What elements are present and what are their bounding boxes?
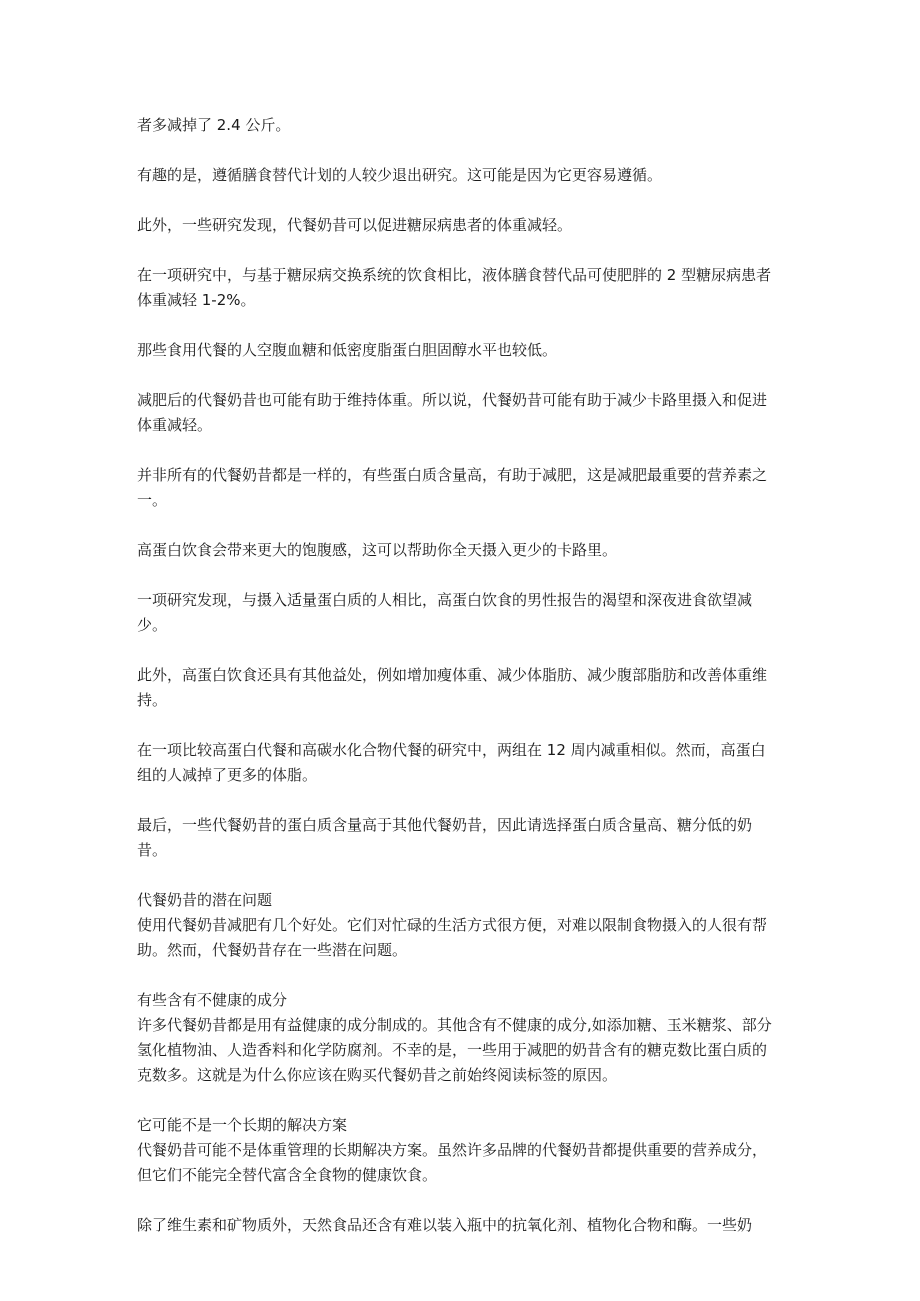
- paragraph: 高蛋白饮食会带来更大的饱腹感，这可以帮助你全天摄入更少的卡路里。: [137, 541, 618, 559]
- section-heading: 它可能不是一个长期的解决方案: [137, 1116, 348, 1134]
- section-heading: 代餐奶昔的潜在问题: [137, 891, 273, 909]
- paragraph: 一项研究发现，与摄入适量蛋白质的人相比，高蛋白饮食的男性报告的渴望和深夜进食欲望减少。: [137, 591, 753, 634]
- section-body: 代餐奶昔可能不是体重管理的长期解决方案。虽然许多品牌的代餐奶昔都提供重要的营养成分，但它们不能完全替代富含全食物的健康饮食。: [137, 1141, 768, 1184]
- section-unhealthy-ingredients: [137, 988, 777, 1088]
- paragraph: 最后，一些代餐奶昔的蛋白质含量高于其他代餐奶昔，因此请选择蛋白质含量高、糖分低的奶昔。: [137, 816, 753, 859]
- paragraph: 那些食用代餐的人空腹血糖和低密度脂蛋白胆固醇水平也较低。: [137, 341, 558, 359]
- paragraph: 在一项研究中，与基于糖尿病交换系统的饮食相比，液体膳食替代品可使肥胖的 2 型糖尿病患者体重减轻 1-2%。: [137, 266, 772, 309]
- paragraph: 除了维生素和矿物质外，天然食品还含有难以装入瓶中的抗氧化剂、植物化合物和酶。一些奶: [137, 1216, 753, 1234]
- paragraph: 减肥后的代餐奶昔也可能有助于维持体重。所以说，代餐奶昔可能有助于减少卡路里摄入和促进体重减轻。: [137, 391, 768, 434]
- paragraph: 有趣的是，遵循膳食替代计划的人较少退出研究。这可能是因为它更容易遵循。: [137, 166, 663, 184]
- paragraph: 此外，一些研究发现，代餐奶昔可以促进糖尿病患者的体重减轻。: [137, 216, 573, 234]
- paragraph: 在一项比较高蛋白代餐和高碳水化合物代餐的研究中，两组在 12 周内减重相似。然而，高蛋白组的人减掉了更多的体脂。: [137, 741, 766, 784]
- paragraph: 此外，高蛋白饮食还具有其他益处，例如增加瘦体重、减少体脂肪、减少腹部脂肪和改善体重维持。: [137, 666, 768, 709]
- section-heading: 有些含有不健康的成分: [137, 991, 288, 1009]
- section-potential-problems: [137, 888, 777, 963]
- section-long-term-solution: [137, 1113, 777, 1188]
- section-body: 许多代餐奶昔都是用有益健康的成分制成的。其他含有不健康的成分,如添加糖、玉米糖浆、部分氢化植物油、人造香料和化学防腐剂。不幸的是，一些用于减肥的奶昔含有的糖克数比蛋白质的克数多。这就是为什么你应该在购买代餐奶昔之前始终阅读标签的原因。: [137, 1016, 772, 1084]
- section-body: 使用代餐奶昔减肥有几个好处。它们对忙碌的生活方式很方便，对难以限制食物摄入的人很有帮助。然而，代餐奶昔存在一些潜在问题。: [137, 916, 768, 959]
- document-body: [137, 113, 777, 1263]
- paragraph: 者多减掉了 2.4 公斤。: [137, 116, 291, 134]
- paragraph: 并非所有的代餐奶昔都是一样的，有些蛋白质含量高，有助于减肥，这是减肥最重要的营养素之一。: [137, 466, 768, 509]
